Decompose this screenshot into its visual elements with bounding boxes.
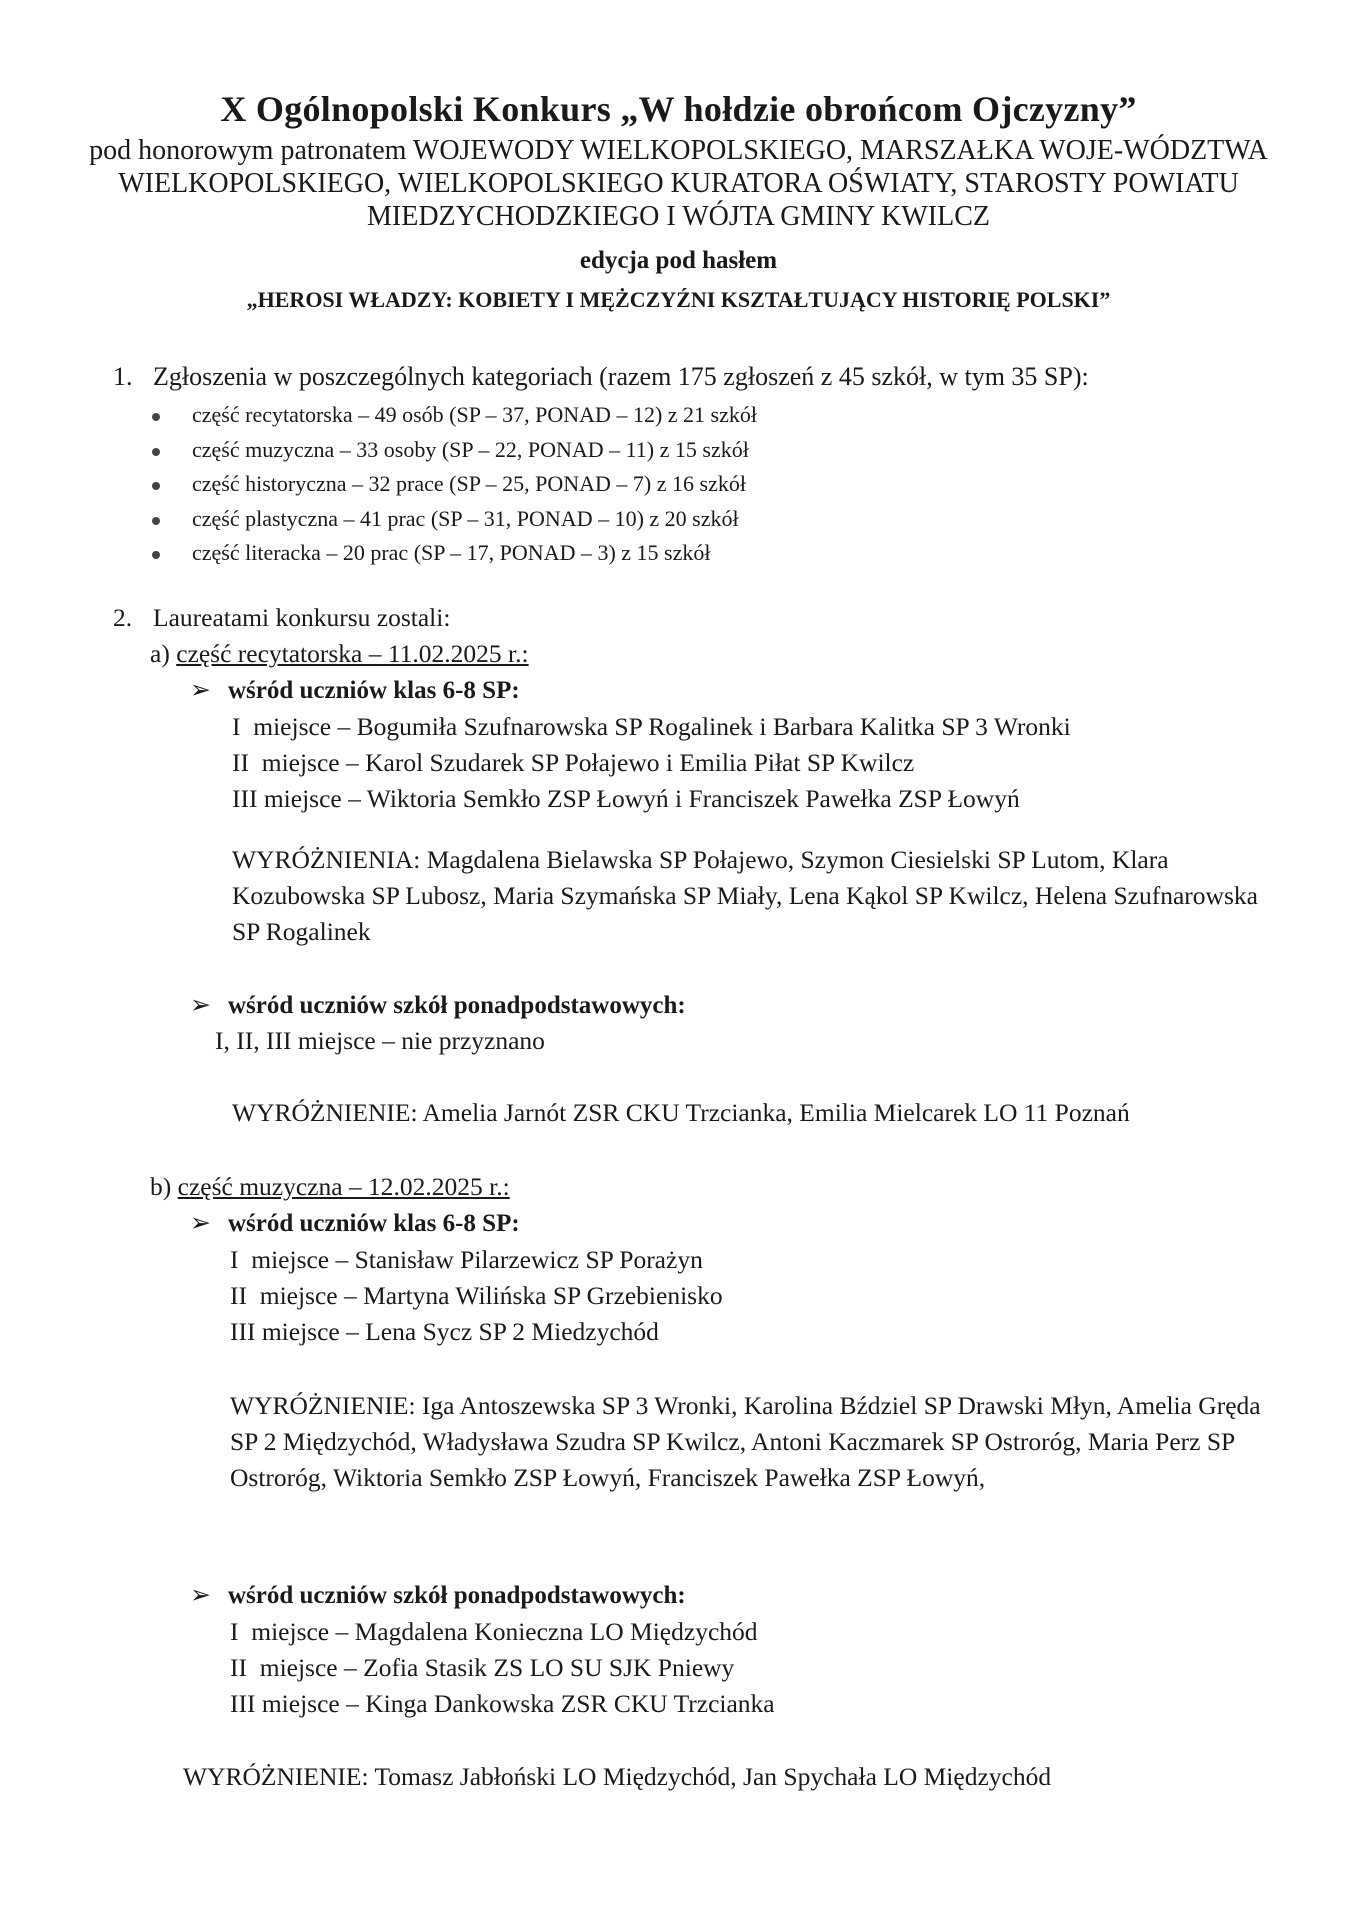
list-item: część plastyczna – 41 prac (SP – 31, PONAD – 10) z 20 szkół [150,502,757,537]
part-b-secondary-places [230,1614,1310,1722]
place-line: II miejsce – Karol Szudarek SP Połajewo i Emilia Piłat SP Kwilcz [232,748,915,777]
section-heading-text: Zgłoszenia w poszczególnych kategoriach (razem 175 zgłoszeń z 45 szkół, w tym 35 SP): [153,362,1089,391]
place-line: II miejsce – Zofia Stasik ZS LO SU SJK Pniewy [230,1653,735,1682]
part-b-sp-places [230,1242,1310,1350]
place-line: I miejsce – Stanisław Pilarzewicz SP Porażyn [230,1245,703,1274]
place-line: II miejsce – Martyna Wilińska SP Grzebienisko [230,1281,723,1310]
place-line: III miejsce – Lena Sycz SP 2 Miedzychód [230,1317,659,1346]
part-b-secondary-honors: WYRÓŻNIENIE: Tomasz Jabłoński LO Międzychód, Jan Spychała LO Międzychód [183,1762,1052,1791]
part-b-title: b) część muzyczna – 12.02.2025 r.: [150,1172,510,1201]
section-1-heading [113,362,1089,392]
list-item: część literacka – 20 prac (SP – 17, PONAD – 3) z 15 szkół [150,536,757,571]
section-number: 2. [113,603,133,632]
bullet-icon [152,413,160,421]
arrow-bullet-icon: ➢ [190,992,211,1019]
bullet-icon [152,448,160,456]
list-item: część historyczna – 32 prace (SP – 25, PONAD – 7) z 16 szkół [150,467,757,502]
place-line: III miejsce – Kinga Dankowska ZSR CKU Trzcianka [230,1689,775,1718]
section-2-heading [113,603,450,633]
part-a-sp-places [232,709,1312,817]
arrow-bullet-icon: ➢ [190,1210,211,1237]
list-item: część muzyczna – 33 osoby (SP – 22, PONAD – 11) z 15 szkół [150,433,757,468]
place-line: III miejsce – Wiktoria Semkło ZSP Łowyń i Franciszek Pawełka ZSP Łowyń [232,784,1020,813]
patronage-text: pod honorowym patronatem WOJEWODY WIELKOPOLSKIEGO, MARSZAŁKA WOJE-WÓDZTWA WIELKOPOLSKIEGO, WIELKOPOLSKIEGO KURATORA OŚWIATY, STAROSTY POWIATU MIEDZYCHODZKIEGO I WÓJTA GMINY KWILCZ [89,135,1268,232]
part-a-sp-heading: ➢ wśród uczniów klas 6-8 SP: [190,677,520,704]
bullet-icon [152,551,160,559]
edition-label: edycja pod hasłem [579,247,778,274]
category-list [150,398,757,571]
part-a-sp-honors: WYRÓŻNIENIA: Magdalena Bielawska SP Połajewo, Szymon Ciesielski SP Lutom, Klara Kozubowska SP Lubosz, Maria Szymańska SP Miały, Lena Kąkol SP Kwilcz, Helena Szufnarowska SP Rogalinek [232,845,1258,946]
place-line: I miejsce – Bogumiła Szufnarowska SP Rogalinek i Barbara Kalitka SP 3 Wronki [232,712,1071,741]
list-item: część recytatorska – 49 osób (SP – 37, PONAD – 12) z 21 szkół [150,398,757,433]
section-number: 1. [113,362,133,391]
part-b-sp-honors: WYRÓŻNIENIE: Iga Antoszewska SP 3 Wronki, Karolina Bździel SP Drawski Młyn, Amelia Gręda SP 2 Międzychód, Władysława Szudra SP Kwilcz, Antoni Kaczmarek SP Ostroróg, Maria Perz SP Ostroróg, Wiktoria Semkło ZSP Łowyń, Franciszek Pawełka ZSP Łowyń, [230,1391,1261,1492]
part-a-title: a) część recytatorska – 11.02.2025 r.: [150,639,529,668]
part-a-secondary-honors: WYRÓŻNIENIE: Amelia Jarnót ZSR CKU Trzcianka, Emilia Mielcarek LO 11 Poznań [232,1098,1130,1127]
edition-motto: „HEROSI WŁADZY: KOBIETY I MĘŻCZYŹNI KSZTAŁTUJĄCY HISTORIĘ POLSKI” [246,287,1111,312]
part-a-secondary-heading: ➢ wśród uczniów szkół ponadpodstawowych: [190,992,686,1019]
arrow-bullet-icon: ➢ [190,677,211,704]
part-b-secondary-heading: ➢ wśród uczniów szkół ponadpodstawowych: [190,1582,686,1609]
bullet-icon [152,482,160,490]
bullet-icon [152,517,160,525]
part-b-sp-heading: ➢ wśród uczniów klas 6-8 SP: [190,1210,520,1237]
part-a-secondary-places: I, II, III miejsce – nie przyznano [215,1026,545,1055]
place-line: I miejsce – Magdalena Konieczna LO Międzychód [230,1617,758,1646]
document-title: X Ogólnopolski Konkurs „W hołdzie obrońcom Ojczyzny” [220,89,1137,129]
arrow-bullet-icon: ➢ [190,1582,211,1609]
section-heading-text: Laureatami konkursu zostali: [153,603,451,632]
